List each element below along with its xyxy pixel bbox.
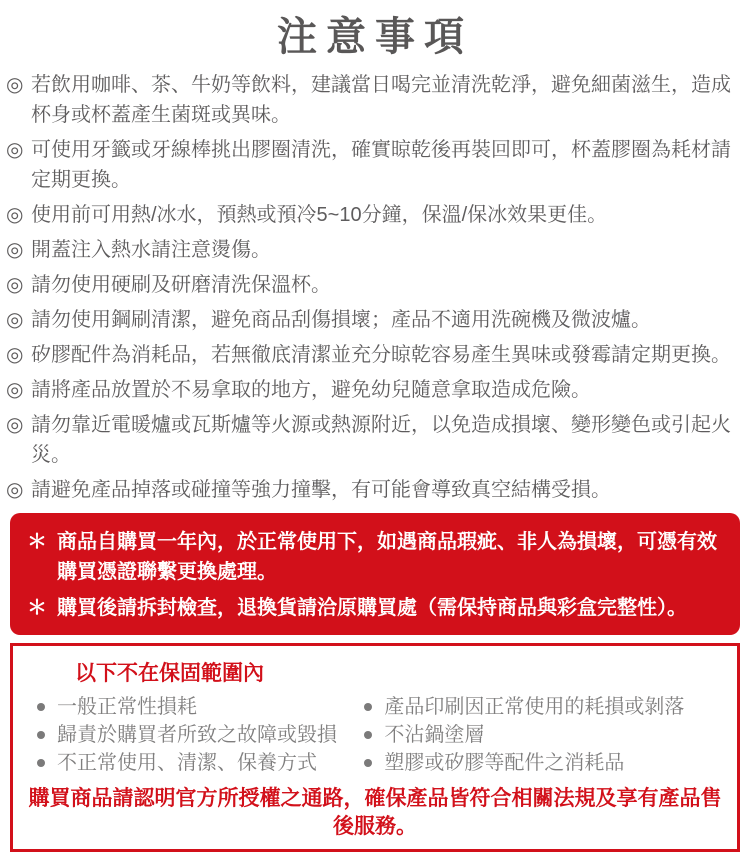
list-item	[350, 693, 727, 721]
note-text: 可使用牙籤或牙線棒挑出膠圈清洗，確實晾乾後再裝回即可，杯蓋膠圈為耗材請定期更換。	[31, 139, 731, 191]
circle-marker: ◎	[6, 344, 24, 366]
note-item	[6, 475, 742, 505]
exclusion-text: 歸責於購買者所致之故障或毀損	[57, 724, 337, 746]
note-text: 使用前可用熱/冰水，預熱或預冷5~10分鐘，保溫/保冰效果更佳。	[31, 204, 608, 226]
note-text: 開蓋注入熱水請注意燙傷。	[31, 239, 271, 261]
circle-marker: ◎	[6, 414, 24, 436]
notes-list	[0, 62, 750, 505]
note-text: 請勿靠近電暖爐或瓦斯爐等火源或熱源附近，以免造成損壞、變形變色或引起火災。	[31, 414, 731, 466]
circle-marker: ◎	[6, 379, 24, 401]
exclusion-box	[10, 643, 740, 852]
asterisk-marker: ＊	[27, 531, 47, 553]
exclusion-column-left	[23, 693, 350, 777]
bullet-icon	[37, 731, 45, 739]
exclusion-column-right	[350, 693, 727, 777]
list-item	[23, 749, 350, 777]
warranty-item	[26, 527, 724, 587]
note-text: 請將產品放置於不易拿取的地方，避免幼兒隨意拿取造成危險。	[31, 379, 591, 401]
bullet-icon	[364, 759, 372, 767]
exclusion-text: 塑膠或矽膠等配件之消耗品	[384, 752, 625, 774]
exclusion-heading: 以下不在保固範圍內	[75, 662, 264, 685]
exclusion-text: 一般正常性損耗	[57, 696, 197, 718]
note-text: 若飲用咖啡、茶、牛奶等飲料，建議當日喝完並清洗乾淨，避免細菌滋生，造成杯身或杯蓋產生菌斑或異味。	[31, 74, 731, 126]
warranty-text: 購買後請拆封檢查，退換貨請洽原購買處（需保持商品與彩盒完整性）。	[57, 597, 687, 619]
bullet-icon	[364, 703, 372, 711]
exclusion-text: 不沾鍋塗層	[384, 724, 485, 746]
page-title: 注意事項	[277, 15, 473, 59]
circle-marker: ◎	[6, 204, 24, 226]
note-item	[6, 200, 742, 230]
note-item	[6, 410, 742, 470]
bullet-icon	[37, 759, 45, 767]
circle-marker: ◎	[6, 274, 24, 296]
circle-marker: ◎	[6, 479, 24, 501]
note-text: 請勿使用硬刷及研磨清洗保溫杯。	[31, 274, 331, 296]
list-item	[23, 721, 350, 749]
note-item	[6, 375, 742, 405]
note-text: 請避免產品掉落或碰撞等強力撞擊，有可能會導致真空結構受損。	[31, 479, 611, 501]
asterisk-marker: ＊	[27, 597, 47, 619]
circle-marker: ◎	[6, 309, 24, 331]
note-text: 矽膠配件為消耗品，若無徹底清潔並充分晾乾容易產生異味或發霉請定期更換。	[31, 344, 731, 366]
list-item	[350, 749, 727, 777]
list-item	[23, 693, 350, 721]
warranty-text: 商品自購買一年內，於正常使用下，如遇商品瑕疵、非人為損壞，可憑有效購買憑證聯繫更換處理。	[57, 531, 717, 583]
note-item	[6, 135, 742, 195]
exclusion-columns	[23, 693, 727, 777]
note-text: 請勿使用鋼刷清潔，避免商品刮傷損壞；產品不適用洗碗機及微波爐。	[31, 309, 651, 331]
list-item	[350, 721, 727, 749]
warranty-box	[10, 513, 740, 635]
bullet-icon	[37, 703, 45, 711]
note-item	[6, 270, 742, 300]
official-channel-note: 購買商品請認明官方所授權之通路，確保產品皆符合相關法規及享有產品售後服務。	[28, 787, 722, 838]
warranty-item	[26, 593, 724, 623]
circle-marker: ◎	[6, 239, 24, 261]
note-item	[6, 70, 742, 130]
exclusion-text: 產品印刷因正常使用的耗損或剝落	[384, 696, 685, 718]
circle-marker: ◎	[6, 74, 24, 96]
bullet-icon	[364, 731, 372, 739]
note-item	[6, 305, 742, 335]
note-item	[6, 340, 742, 370]
exclusion-text: 不正常使用、清潔、保養方式	[57, 752, 317, 774]
circle-marker: ◎	[6, 139, 24, 161]
note-item	[6, 235, 742, 265]
